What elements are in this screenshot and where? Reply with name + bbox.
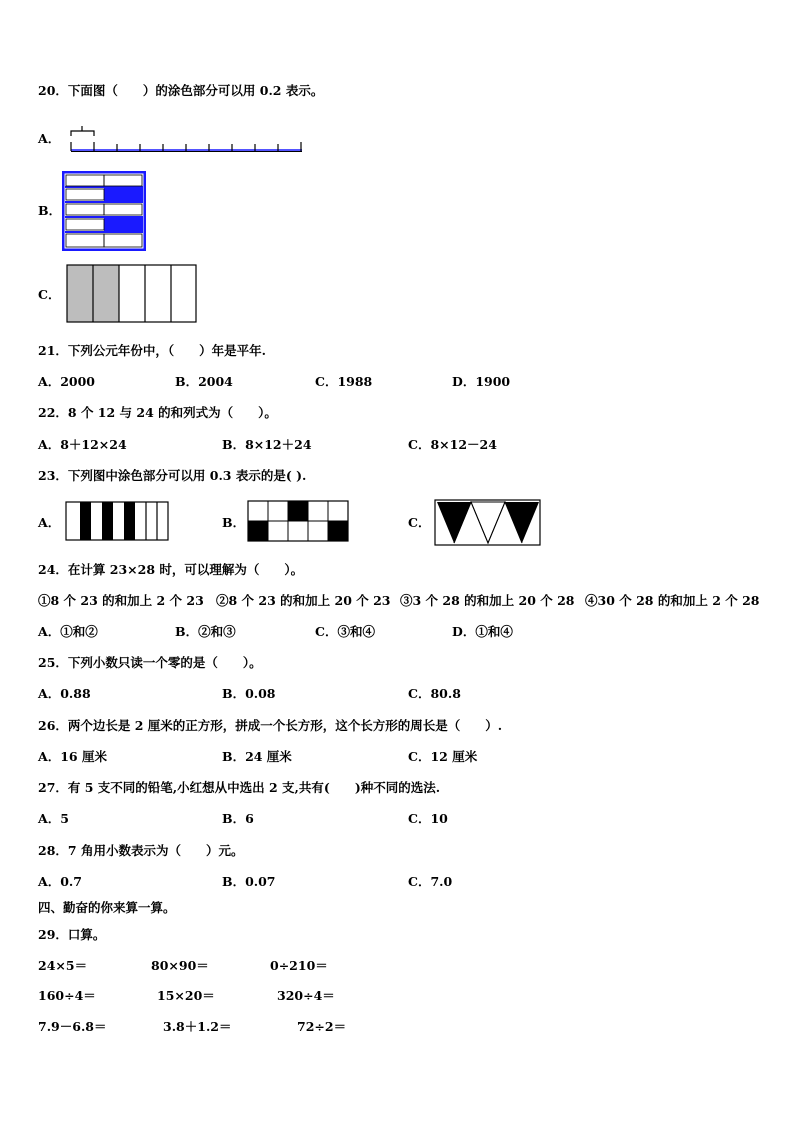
q24-option-b[interactable]: B．②和③	[175, 624, 236, 639]
q26-stem: 26．两个边长是 2 厘米的正方形，拼成一个长方形，这个长方形的周长是（ ）.	[38, 718, 503, 733]
q26-option-a[interactable]: A．16 厘米	[38, 749, 107, 764]
q25-option-a[interactable]: A．0.88	[38, 686, 91, 701]
q27-option-a[interactable]: A．5	[38, 811, 69, 826]
q27-option-b[interactable]: B．6	[222, 811, 254, 826]
q26-option-b[interactable]: B．24 厘米	[222, 749, 292, 764]
q23-option-b-label[interactable]: B．	[222, 515, 246, 530]
q22-option-a[interactable]: A．8＋12×24	[38, 437, 127, 452]
section-4-title: 四、勤奋的你来算一算。	[38, 900, 176, 915]
q26-option-c[interactable]: C．12 厘米	[408, 749, 478, 764]
q24-option-c[interactable]: C．③和④	[315, 624, 375, 639]
q29-item: 3.8＋1.2＝	[163, 1019, 232, 1034]
q23-stem: 23．下列图中涂色部分可以用 0.3 表示的是( ).	[38, 468, 307, 483]
q24-option-a[interactable]: A．①和②	[38, 624, 98, 639]
q21-option-b[interactable]: B．2004	[175, 374, 233, 389]
q29-item: 72÷2＝	[297, 1019, 347, 1034]
q27-option-c[interactable]: C．10	[408, 811, 448, 826]
q20-strip-figure	[66, 264, 198, 324]
q28-option-b[interactable]: B．0.07	[222, 874, 276, 889]
q23-option-c-label[interactable]: C．	[408, 515, 431, 530]
q22-option-c[interactable]: C．8×12－24	[408, 437, 497, 452]
q25-option-b[interactable]: B．0.08	[222, 686, 276, 701]
q23-checker-figure	[247, 500, 349, 542]
q28-option-c[interactable]: C．7.0	[408, 874, 453, 889]
q20-grid-figure	[62, 171, 146, 251]
q29-item: 320÷4＝	[277, 988, 335, 1003]
q29-item: 7.9－6.8＝	[38, 1019, 107, 1034]
q25-stem: 25．下列小数只读一个零的是（ ）。	[38, 655, 262, 670]
q23-option-a-label[interactable]: A．	[38, 515, 61, 530]
q23-bars-figure	[65, 501, 171, 543]
q24-choice-4: ④30 个 28 的和加上 2 个 28	[585, 593, 760, 608]
q24-stem: 24．在计算 23×28 时，可以理解为（ ）。	[38, 562, 304, 577]
q21-option-c[interactable]: C．1988	[315, 374, 373, 389]
q22-stem: 22．8 个 12 与 24 的和列式为（ ）。	[38, 405, 277, 420]
q29-item: 160÷4＝	[38, 988, 96, 1003]
q28-option-a[interactable]: A．0.7	[38, 874, 82, 889]
q20-stem: 20．下面图（ ）的涂色部分可以用 0.2 表示。	[38, 83, 324, 98]
q29-item: 80×90＝	[151, 958, 209, 973]
q24-choice-1: ①8 个 23 的和加上 2 个 23	[38, 593, 204, 608]
q20-number-line-figure	[68, 124, 308, 156]
q23-triangles-figure	[434, 499, 542, 547]
q29-item: 15×20＝	[157, 988, 215, 1003]
q21-option-a[interactable]: A．2000	[38, 374, 95, 389]
q24-choice-3: ③3 个 28 的和加上 20 个 28	[400, 593, 575, 608]
q29-item: 24×5＝	[38, 958, 88, 973]
q20-option-a-label[interactable]: A．	[38, 131, 61, 146]
q27-stem: 27．有 5 支不同的铅笔,小红想从中选出 2 支,共有( )种不同的选法.	[38, 780, 441, 795]
q29-item: 0÷210＝	[270, 958, 328, 973]
q29-stem: 29．口算。	[38, 927, 106, 942]
q21-option-d[interactable]: D．1900	[452, 374, 511, 389]
q21-stem: 21．下列公元年份中，（ ）年是平年.	[38, 343, 266, 358]
q24-option-d[interactable]: D．①和④	[452, 624, 513, 639]
q24-choice-2: ②8 个 23 的和加上 20 个 23	[216, 593, 391, 608]
q28-stem: 28．7 角用小数表示为（ ）元。	[38, 843, 244, 858]
q20-option-b-label[interactable]: B．	[38, 203, 62, 218]
q20-option-c-label[interactable]: C．	[38, 287, 61, 302]
q22-option-b[interactable]: B．8×12＋24	[222, 437, 312, 452]
q25-option-c[interactable]: C．80.8	[408, 686, 461, 701]
